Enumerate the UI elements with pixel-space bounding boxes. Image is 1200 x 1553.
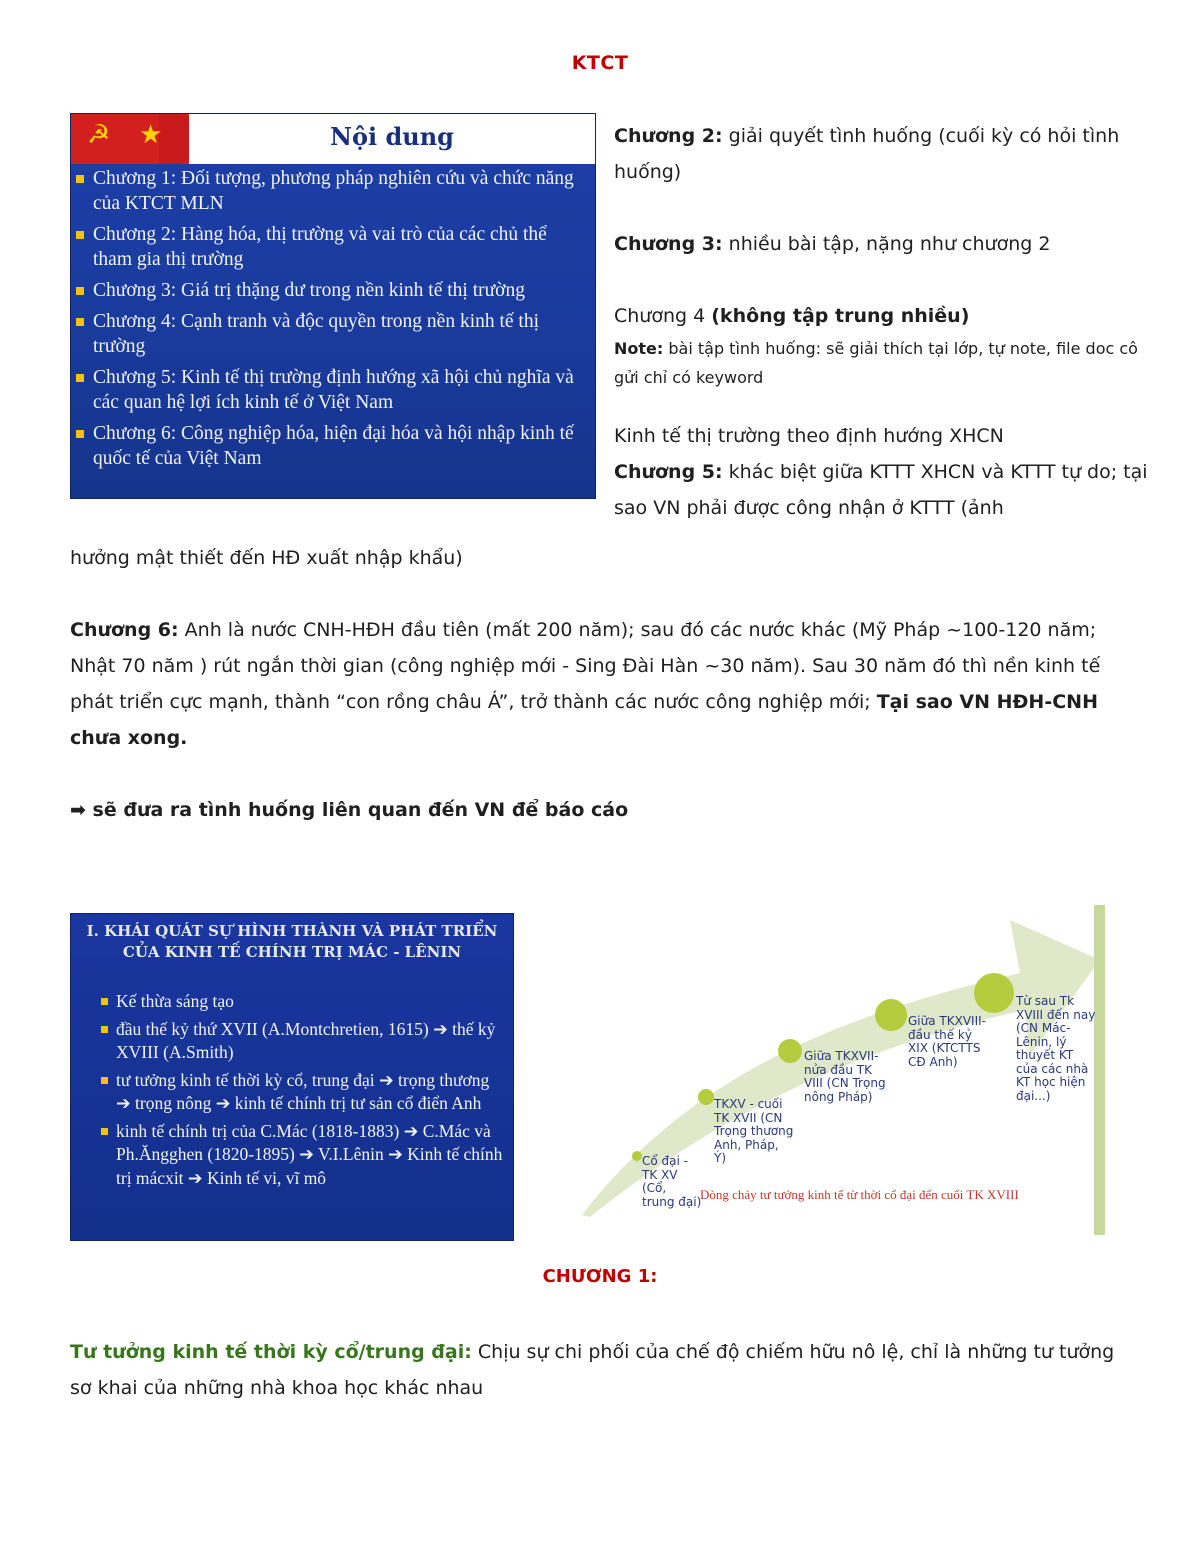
milestone-dot bbox=[632, 1151, 642, 1161]
bullet-icon bbox=[76, 374, 84, 382]
milestone-dot bbox=[698, 1089, 714, 1105]
contents-list bbox=[71, 166, 595, 477]
list-item: kinh tế chính trị của C.Mác (1818-1883) ➔ C.Mác và Ph.Ăngghen (1820-1895) ➔ V.I.Lênin ➔ Kinh tế chính trị mácxit ➔ Kinh tế vi, vĩ mô bbox=[71, 1120, 503, 1191]
bullet-icon bbox=[76, 175, 84, 183]
list-item: Chương 4: Cạnh tranh và độc quyền trong nền kinh tế thị trường bbox=[71, 309, 583, 359]
economic-thought-flow-diagram bbox=[580, 905, 1110, 1235]
bullet-icon bbox=[76, 430, 84, 438]
hammer-sickle-icon: ☭ bbox=[87, 120, 111, 150]
report-note: ➡ sẽ đưa ra tình huống liên quan đến VN để báo cáo bbox=[70, 799, 629, 821]
milestone-dot bbox=[875, 999, 907, 1031]
milestone-label: Cổ đại - TK XV (Cổ, trung đại) bbox=[642, 1154, 702, 1209]
bullet-icon bbox=[76, 318, 84, 326]
bullet-icon bbox=[101, 1077, 108, 1084]
slide-heading: Nội dung bbox=[330, 122, 454, 151]
slide-title: I. KHÁI QUÁT SỰ HÌNH THÀNH VÀ PHÁT TRIỂN CỦA KINH TẾ CHÍNH TRỊ MÁC - LÊNIN bbox=[86, 922, 498, 961]
contents-slide-image bbox=[70, 113, 596, 499]
note-chapter-2: Chương 2: giải quyết tình huống (cuối kỳ có hỏi tình huống) bbox=[614, 125, 1120, 183]
list-item: đầu thế kỷ thứ XVII (A.Montchretien, 1615) ➔ thế kỷ XVIII (A.Smith) bbox=[71, 1018, 503, 1065]
list-item: tư tưởng kinh tế thời kỳ cổ, trung đại ➔ trọng thương ➔ trọng nông ➔ kinh tế chính trị tư sản cổ điển Anh bbox=[71, 1069, 503, 1116]
note-chapter-3: Chương 3: nhiều bài tập, nặng như chương 2 bbox=[614, 233, 1051, 255]
diagram-caption: Dòng chảy tư tưởng kinh tế từ thời cổ đại đến cuối TK XVIII bbox=[700, 1187, 1019, 1202]
chapter-notes bbox=[614, 118, 1154, 526]
milestone-dot bbox=[974, 973, 1014, 1013]
chapter-5-continuation: hưởng mật thiết đến HĐ xuất nhập khẩu) bbox=[70, 547, 463, 569]
milestone-label: TKXV - cuối TK XVII (CN Trọng thương Anh, Pháp, Ý) bbox=[714, 1097, 794, 1165]
list-item: Chương 6: Công nghiệp hóa, hiện đại hóa và hội nhập kinh tế quốc tế của Việt Nam bbox=[71, 421, 583, 471]
note-text: Note: bài tập tình huống: sẽ giải thích tại lớp, tự note, file doc cô gửi chỉ có keyword bbox=[614, 339, 1138, 387]
milestone-label: Từ sau Tk XVIII đến nay (CN Mác- Lênin, lý thuyết KT của các nhà KT học hiện đại...) bbox=[1016, 994, 1096, 1103]
note-chapter-6: Chương 6: Anh là nước CNH-HĐH đầu tiên (mất 200 năm); sau đó các nước khác (Mỹ Pháp ~100-120 năm; Nhật 70 năm ) rút ngắn thời gian (công nghiệp mới - Sing Đài Hàn ~30 năm). Sau 30 năm đó thì nền kinh tế phát triển cực mạnh, thành “con rồng châu Á”, trở thành các nước công nghiệp mới; Tại sao VN HĐH-CNH chưa xong. bbox=[70, 619, 1101, 749]
chapter-1-text: Tư tưởng kinh tế thời kỳ cổ/trung đại: Chịu sự chi phối của chế độ chiếm hữu nô lệ, chỉ là những tư tưởng sơ khai của những nhà khoa học khác nhau bbox=[70, 1341, 1115, 1399]
list-item: Chương 2: Hàng hóa, thị trường và vai trò của các chủ thể tham gia thị trường bbox=[71, 222, 583, 272]
history-slide-image bbox=[70, 913, 514, 1241]
bullet-icon bbox=[76, 287, 84, 295]
star-icon: ★ bbox=[139, 120, 163, 150]
note-chapter-5: Chương 5: khác biệt giữa KTTT XHCN và KTTT tự do; tại sao VN phải được công nhận ở KTTT (ảnh bbox=[614, 461, 1148, 519]
history-list bbox=[71, 990, 513, 1194]
list-item: Chương 3: Giá trị thặng dư trong nền kinh tế thị trường bbox=[71, 278, 583, 303]
bullet-icon bbox=[76, 231, 84, 239]
bullet-icon bbox=[101, 998, 108, 1005]
milestone-dot bbox=[778, 1039, 802, 1063]
xhcn-heading: Kinh tế thị trường theo định hướng XHCN bbox=[614, 425, 1004, 447]
chapter-1-heading: CHƯƠNG 1: bbox=[542, 1266, 658, 1287]
note-chapter-4: Chương 4 (không tập trung nhiều) bbox=[614, 305, 970, 327]
list-item: Kế thừa sáng tạo bbox=[71, 990, 503, 1014]
list-item: Chương 1: Đối tượng, phương pháp nghiên cứu và chức năng của KTCT MLN bbox=[71, 166, 583, 216]
list-item: Chương 5: Kinh tế thị trường định hướng xã hội chủ nghĩa và các quan hệ lợi ích kinh tế ở Việt Nam bbox=[71, 365, 583, 415]
page-title: KTCT bbox=[571, 52, 629, 74]
bullet-icon bbox=[101, 1026, 108, 1033]
milestone-label: Giữa TKXVIII- đầu thế kỷ XIX (KTCTTS CĐ Anh) bbox=[908, 1014, 986, 1069]
bullet-icon bbox=[101, 1128, 108, 1135]
milestone-label: Giữa TKXVII-nửa đầu TK VIII (CN Trọng nông Pháp) bbox=[804, 1049, 886, 1104]
